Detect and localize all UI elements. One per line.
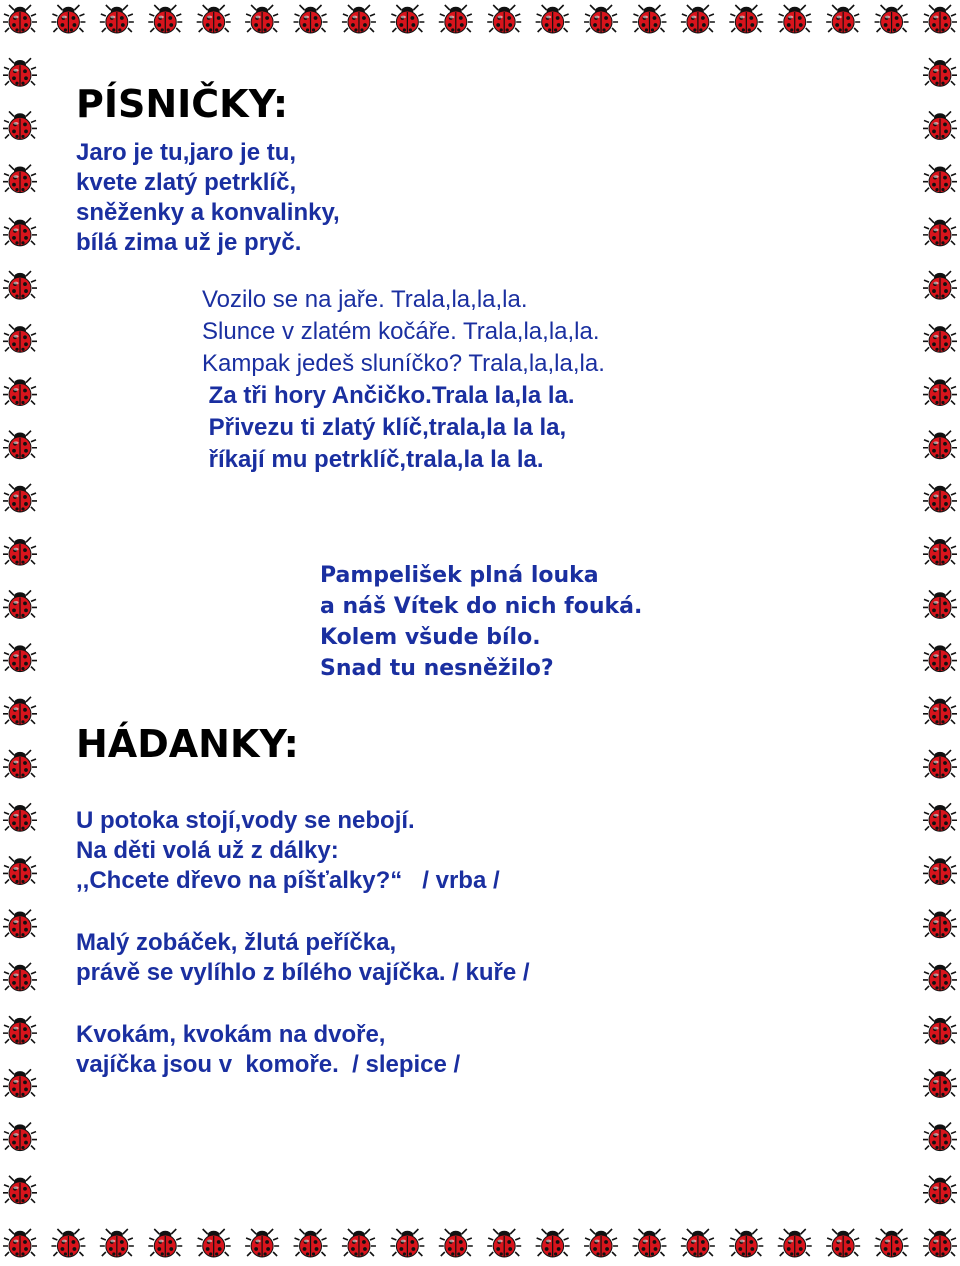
song-2-line: Přivezu ti zlatý klíč,trala,la la la, [202, 414, 567, 441]
riddle-3 [76, 928, 530, 988]
song-2 [202, 284, 605, 476]
riddle-3-line: Malý zobáček, žlutá peříčka, [76, 929, 397, 956]
riddles-heading: HÁDANKY: [76, 722, 299, 766]
song-1-line: kvete zlatý petrklíč, [76, 169, 297, 196]
riddle-1-line: Snad tu nesněžilo? [320, 656, 554, 681]
songs-heading: PÍSNIČKY: [76, 82, 289, 126]
riddle-2-line: U potoka stojí,vody se nebojí. [76, 807, 415, 834]
riddle-2 [76, 806, 500, 896]
riddle-1-line: a náš Vítek do nich fouká. [320, 594, 643, 619]
song-2-line: říkají mu petrklíč,trala,la la la. [202, 446, 544, 473]
song-2-line: Kampak jedeš sluníčko? Trala,la,la,la. [202, 350, 605, 377]
riddle-3-line: právě se vylíhlo z bílého vajíčka. / kuře / [76, 959, 530, 986]
riddle-1-line: Kolem všude bílo. [320, 625, 541, 650]
riddle-1 [320, 560, 642, 684]
riddle-2-line: Na děti volá už z dálky: [76, 837, 339, 864]
riddle-2-line: ,,Chcete dřevo na píšťalky?“ / vrba / [76, 867, 500, 894]
song-1-line: Jaro je tu,jaro je tu, [76, 139, 297, 166]
song-1-line: sněženky a konvalinky, [76, 199, 340, 226]
song-2-line: Vozilo se na jaře. Trala,la,la,la. [202, 286, 528, 313]
song-2-line: Za tři hory Ančičko.Trala la,la la. [202, 382, 575, 409]
riddle-4-line: vajíčka jsou v komoře. / slepice / [76, 1051, 461, 1078]
song-1-line: bílá zima už je pryč. [76, 229, 302, 256]
riddle-4-line: Kvokám, kvokám na dvoře, [76, 1021, 386, 1048]
riddle-4 [76, 1020, 460, 1080]
song-2-line: Slunce v zlatém kočáře. Trala,la,la,la. [202, 318, 600, 345]
song-1 [76, 138, 340, 258]
riddle-1-line: Pampelišek plná louka [320, 563, 599, 588]
